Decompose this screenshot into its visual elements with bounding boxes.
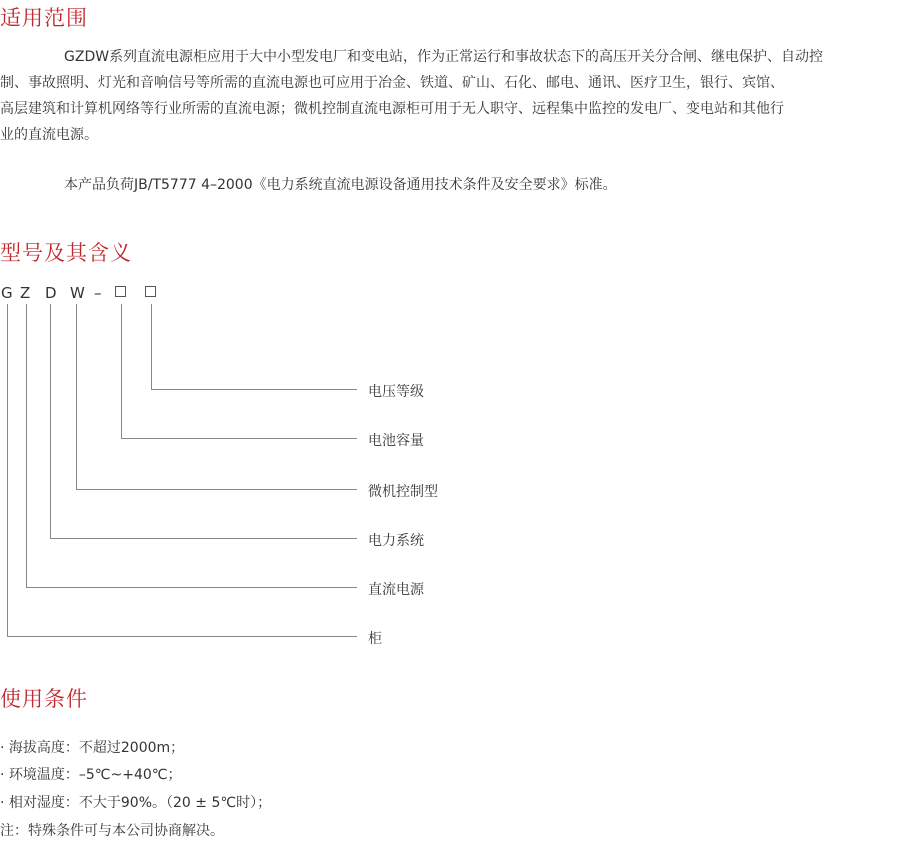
scope-paragraph-1-line: 高层建筑和计算机网络等行业所需的直流电源；微机控制直流电源柜可用于无人职守、远程集中监控的发电厂、变电站和其他行 — [0, 101, 784, 117]
bracket-line-voltage — [152, 304, 358, 390]
model-letter-d: D — [45, 284, 57, 302]
model-placeholder-capacity — [115, 286, 126, 297]
scope-paragraph-2-text: 本产品负荷JB/T5777 4–2000《电力系统直流电源设备通用技术条件及安全要求》标准。 — [64, 177, 617, 193]
bracket-line-dc-power — [27, 304, 358, 588]
model-placeholder-voltage — [145, 286, 156, 297]
model-letter-g: G — [1, 284, 13, 302]
model-title: 型号及其含义 — [0, 241, 132, 265]
scope-paragraph-1 — [0, 44, 910, 148]
bracket-line-microcomputer — [77, 304, 358, 490]
meaning-dc-power: 直流电源 — [368, 582, 424, 598]
condition-humidity: · 相对湿度：不大于90%。（20 ± 5℃时）； — [0, 795, 272, 811]
scope-paragraph-1-line: 制、事故照明、灯光和音响信号等所需的直流电源也可应用于冶金、铁道、矿山、石化、邮电、通讯、医疗卫生，银行、宾馆、 — [0, 75, 784, 91]
meaning-microcomputer-control: 微机控制型 — [368, 484, 438, 500]
model-letter-w: W — [70, 284, 85, 302]
condition-temperature: · 环境温度：–5℃~+40℃； — [0, 767, 182, 783]
model-dash: – — [94, 284, 102, 302]
meaning-battery-capacity: 电池容量 — [368, 433, 424, 449]
scope-paragraph-1-line: 业的直流电源。 — [0, 127, 98, 143]
model-letter-z: Z — [20, 284, 31, 302]
scope-paragraph-2 — [0, 172, 910, 198]
bracket-line-cabinet — [8, 304, 358, 637]
condition-altitude: · 海拔高度：不超过2000m； — [0, 740, 185, 756]
conditions-note: 注：特殊条件可与本公司协商解决。 — [0, 823, 224, 839]
meaning-cabinet: 柜 — [368, 631, 382, 647]
bracket-line-power-system — [51, 304, 358, 539]
meaning-voltage-level: 电压等级 — [368, 384, 424, 400]
conditions-title: 使用条件 — [0, 687, 88, 711]
meaning-power-system: 电力系统 — [368, 533, 424, 549]
bracket-line-capacity — [122, 304, 358, 439]
scope-paragraph-1-line: GZDW系列直流电源柜应用于大中小型发电厂和变电站，作为正常运行和事故状态下的高压开关分合闸、继电保护、自动控 — [64, 49, 824, 65]
scope-title: 适用范围 — [0, 6, 88, 30]
